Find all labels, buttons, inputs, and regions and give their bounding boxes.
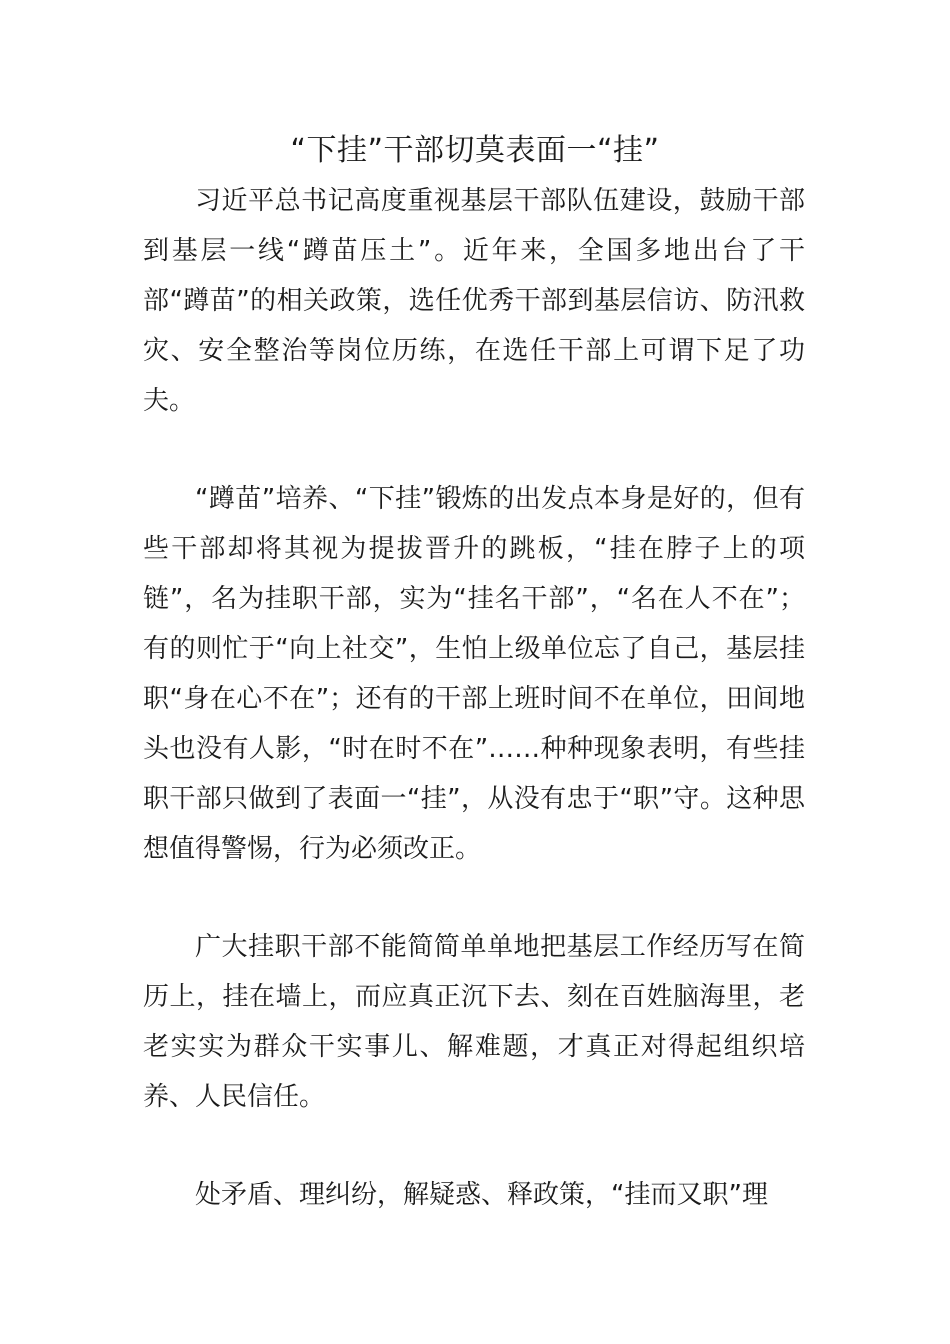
document-title: “下挂”干部切莫表面一“挂” [290, 133, 660, 168]
paragraph-4: 处矛盾、理纠纷，解疑惑、释政策，“挂而又职”理 [195, 1180, 768, 1210]
paragraph-1: 习近平总书记高度重视基层干部队伍建设，鼓励干部到基层一线“蹲苗压土”。近年来，全国多地出台了干部“蹲苗”的相关政策，选任优秀干部到基层信访、防汛救灾、安全整治等岗位历练，在选任干部上可谓下足了功夫。 [143, 186, 805, 416]
paragraph-2: “蹲苗”培养、“下挂”锻炼的出发点本身是好的，但有些干部却将其视为提拔晋升的跳板，“挂在脖子上的项链”，名为挂职干部，实为“挂名干部”，“名在人不在”；有的则忙于“向上社交”，生怕上级单位忘了自己，基层挂职“身在心不在”；还有的干部上班时间不在单位，田间地头也没有人影，“时在时不在”……种种现象表明，有些挂职干部只做到了表面一“挂”，从没有忠于“职”守。这种思想值得警惕，行为必须改正。 [143, 484, 805, 864]
paragraph-3: 广大挂职干部不能简简单单地把基层工作经历写在简历上，挂在墙上，而应真正沉下去、刻在百姓脑海里，老老实实为群众干实事儿、解难题，才真正对得起组织培养、人民信任。 [143, 932, 805, 1112]
